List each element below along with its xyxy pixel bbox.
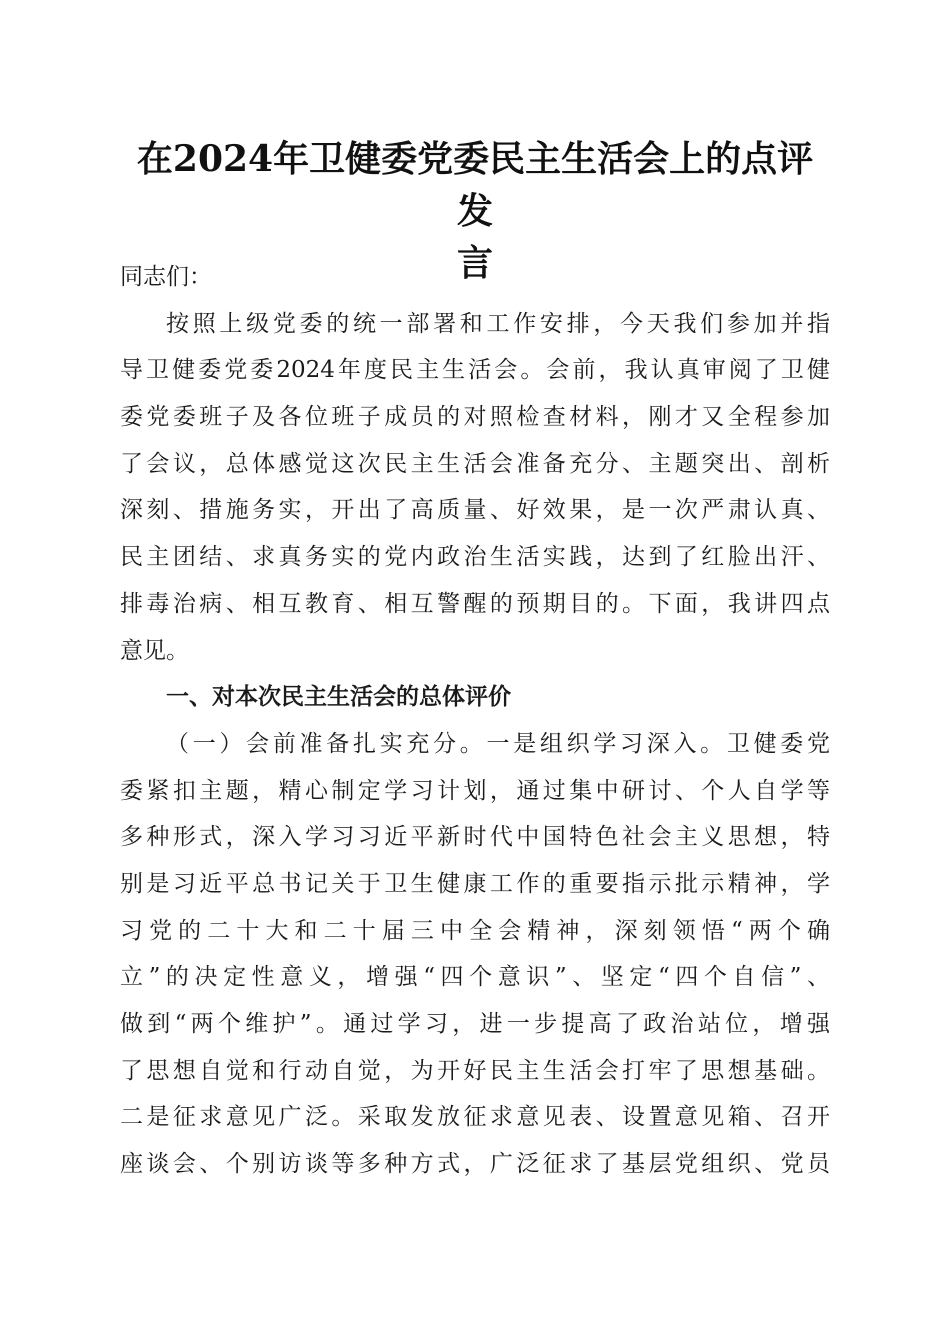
paragraph-line: 做到“两个维护”。通过学习，进一步提高了政治站位，增强	[120, 1011, 830, 1037]
paragraph-line: 立”的决定性意义，增强“四个意识”、坚定“四个自信”、	[120, 964, 830, 991]
paragraph-opening	[120, 301, 830, 675]
paragraph-preparation	[120, 721, 830, 1188]
paragraph-line: 委紧扣主题，精心制定学习计划，通过集中研讨、个人自学等	[120, 777, 830, 804]
paragraph-line: 别是习近平总书记关于卫生健康工作的重要指示批示精神，学	[120, 870, 830, 897]
salutation: 同志们：	[120, 264, 212, 290]
paragraph-line: 了思想自觉和行动自觉，为开好民主生活会打牢了思想基础。	[120, 1057, 830, 1084]
paragraph-line: 导卫健委党委2024年度民主生活会。会前，我认真审阅了卫健	[120, 357, 830, 384]
paragraph-line: 排毒治病、相互教育、相互警醒的预期目的。下面，我讲四点	[120, 590, 830, 617]
paragraph-line: 委党委班子及各位班子成员的对照检查材料，刚才又全程参加	[120, 404, 830, 431]
title-line: 在2024年卫健委党委民主生活会上的点评发	[136, 138, 814, 232]
paragraph-line: 多种形式，深入学习习近平新时代中国特色社会主义思想，特	[120, 824, 830, 851]
document-body	[120, 254, 830, 1188]
paragraph-line: 二是征求意见广泛。采取发放征求意见表、设置意见箱、召开	[120, 1104, 830, 1131]
paragraph-line: （一）会前准备扎实充分。一是组织学习深入。卫健委党	[166, 730, 830, 757]
title-line: 言	[456, 242, 493, 284]
paragraph-line: 意见。	[120, 637, 189, 664]
paragraph-line: 按照上级党委的统一部署和工作安排，今天我们参加并指	[166, 310, 830, 337]
paragraph-line: 民主团结、求真务实的党内政治生活实践，达到了红脸出汗、	[120, 544, 830, 571]
section-heading: 一、对本次民主生活会的总体评价	[166, 684, 511, 711]
paragraph-line: 习党的二十大和二十届三中全会精神，深刻领悟“两个确	[120, 917, 830, 944]
paragraph-line: 了会议，总体感觉这次民主生活会准备充分、主题突出、剖析	[120, 450, 830, 477]
paragraph-line: 深刻、措施务实，开出了高质量、好效果，是一次严肃认真、	[120, 497, 830, 524]
paragraph-line: 座谈会、个别访谈等多种方式，广泛征求了基层党组织、党员	[120, 1151, 830, 1178]
